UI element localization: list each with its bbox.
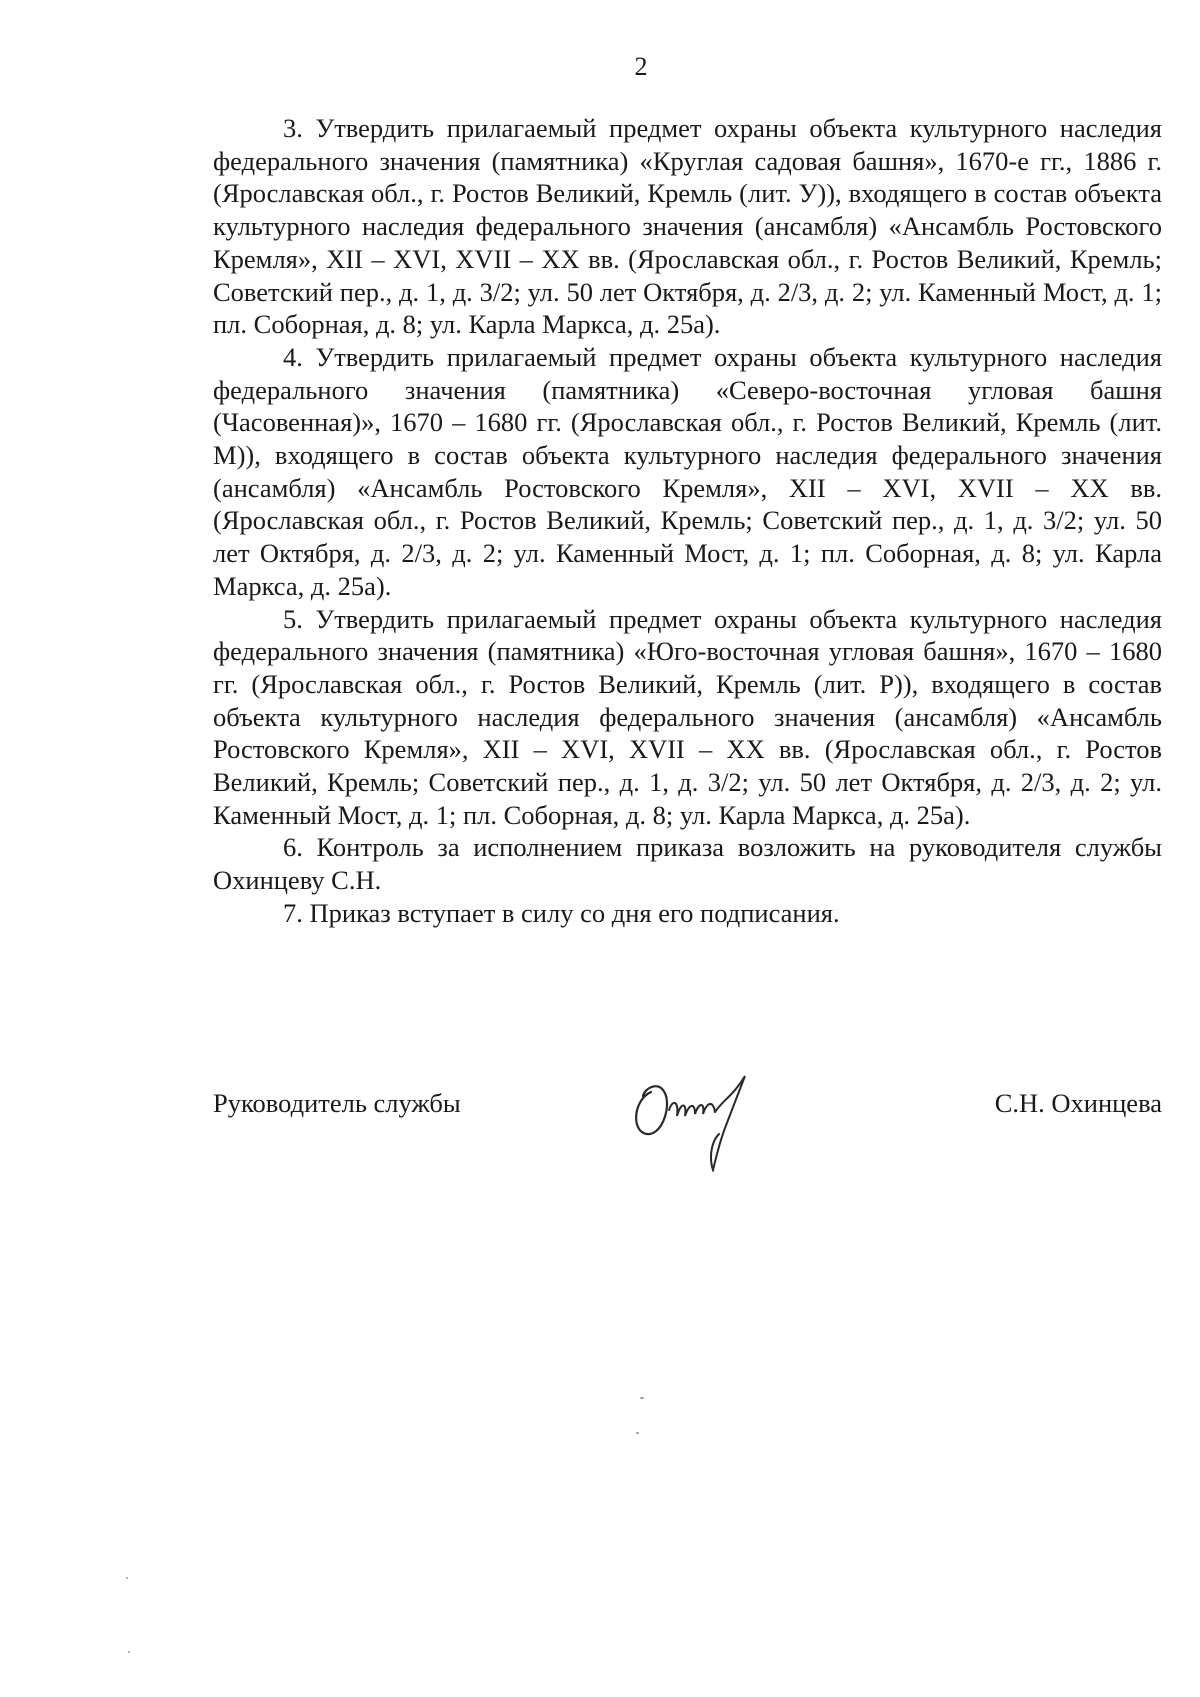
paragraph-item-4: 4. Утвердить прилагаемый предмет охраны объекта культурного наследия федерального значения (памятника) «Северо-восточная угловая башня (Часовенная)», 1670 – 1680 гг. (Ярославская обл., г. Ростов Великий, Кремль (лит. М)), входящего в состав объекта культурного наследия федерального значения (ансамбля) «Ансамбль Ростовского Кремля», XII – XVI, XVII – XX вв. (Ярославская обл., г. Ростов Великий, Кремль; Советский пер., д. 1, д. 3/2; ул. 50 лет Октября, д. 2/3, д. 2; ул. Каменный Мост, д. 1; пл. Соборная, д. 8; ул. Карла Маркса, д. 25а). [213, 341, 1162, 601]
paragraph-item-5: 5. Утвердить прилагаемый предмет охраны объекта культурного наследия федерального значения (памятника) «Юго-восточная угловая башня», 1670 – 1680 гг. (Ярославская обл., г. Ростов Великий, Кремль (лит. Р)), входящего в состав объекта культурного наследия федерального значения (ансамбля) «Ансамбль Ростовского Кремля», XII – XVI, XVII – XX вв. (Ярославская обл., г. Ростов Великий, Кремль; Советский пер., д. 1, д. 3/2; ул. 50 лет Октября, д. 2/3, д. 2; ул. Каменный Мост, д. 1; пл. Соборная, д. 8; ул. Карла Маркса, д. 25а). [213, 603, 1162, 830]
signatory-title: Руководитель службы [213, 1088, 461, 1118]
paragraph-item-3: 3. Утвердить прилагаемый предмет охраны объекта культурного наследия федерального значения (памятника) «Круглая садовая башня», 1670-е гг., 1886 г. (Ярославская обл., г. Ростов Великий, Кремль (лит. У)), входящего в состав объекта культурного наследия федерального значения (ансамбля) «Ансамбль Ростовского Кремля», XII – XVI, XVII – XX вв. (Ярославская обл., г. Ростов Великий, Кремль; Советский пер., д. 1, д. 3/2; ул. 50 лет Октября, д. 2/3, д. 2; ул. Каменный Мост, д. 1; пл. Соборная, д. 8; ул. Карла Маркса, д. 25а). [213, 113, 1162, 340]
scan-speck [636, 1432, 639, 1434]
handwritten-signature [623, 1062, 773, 1172]
signature-block [213, 1080, 1162, 1190]
paragraph-item-6: 6. Контроль за исполнением приказа возложить на руководителя службы Охинцеву С.Н. [213, 832, 1162, 896]
document-body [213, 112, 1162, 930]
paragraph-item-7: 7. Приказ вступает в силу со дня его подписания. [283, 897, 840, 928]
page-number: 2 [634, 52, 648, 81]
scan-speck [128, 1651, 130, 1653]
scan-speck [640, 1397, 644, 1399]
signatory-name: С.Н. Охинцева [994, 1088, 1162, 1118]
scan-speck [126, 1577, 128, 1579]
